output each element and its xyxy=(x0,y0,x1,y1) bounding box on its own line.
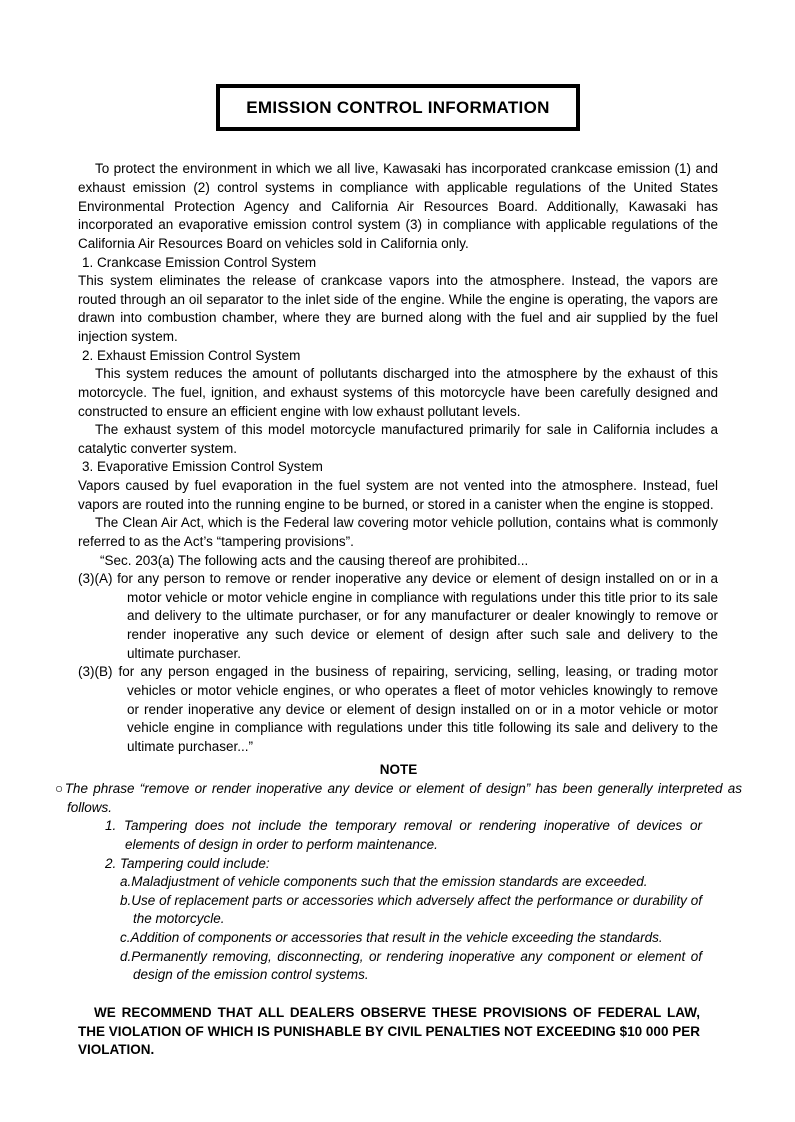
note-item-2-text: Tampering could include: xyxy=(120,855,270,871)
dealer-warning: WE RECOMMEND THAT ALL DEALERS OBSERVE THESE PROVISIONS OF FEDERAL LAW, THE VIOLATION OF WHICH IS PUNISHABLE BY CIVIL PENALTIES NOT EXCEEDING $10 000 PER VIOLATION. xyxy=(78,1004,700,1058)
clause-3a-label: (3)(A) xyxy=(78,571,113,587)
clause-3b-label: (3)(B) xyxy=(78,664,113,680)
circle-bullet-icon: ○ xyxy=(55,781,65,797)
title-box xyxy=(216,84,579,131)
section1-paragraph: This system eliminates the release of crankcase vapors into the atmosphere. Instead, the vapors are routed through an oil separator to the inlet side of the engine. While the engine is operating, the vapors are drawn into combustion chamber, where they are burned along with the fuel and air supplied by the fuel injection system. xyxy=(78,273,718,345)
note-heading: NOTE xyxy=(379,762,418,778)
clause-3a xyxy=(78,570,718,663)
note-item-1 xyxy=(105,817,702,854)
note-subitem-b xyxy=(120,892,702,929)
section2-paragraph-1: This system reduces the amount of pollutants discharged into the atmosphere by the exhaust of this motorcycle. The fuel, ignition, and exhaust systems of this motorcycle have been carefully designed and constructed to ensure an efficient engine with low exhaust pollutant levels. xyxy=(78,366,718,419)
note-subitem-d-text: Permanently removing, disconnecting, or rendering inoperative any component or element of design of the emission control systems. xyxy=(131,948,702,983)
note-section xyxy=(55,761,742,985)
note-subitem-b-label: b. xyxy=(120,892,132,908)
section2-heading: 2. Exhaust Emission Control System xyxy=(82,347,301,363)
note-subitem-d xyxy=(120,948,702,985)
clause-3a-text: for any person to remove or render inoperative any device or element of design installed on or in a motor vehicle or motor vehicle engine in compliance with regulations under this title prior to its sale and delivery to the ultimate purchaser, or for any manufacturer or dealer knowingly to remove or render inoperative any such device or element of design after such sale and delivery to the ultimate purchaser. xyxy=(117,571,718,661)
clean-air-act-paragraph: The Clean Air Act, which is the Federal law covering motor vehicle pollution, contains what is commonly referred to as the Act’s “tampering provisions”. xyxy=(78,515,718,549)
note-subitem-c xyxy=(120,929,702,948)
note-item-2-label: 2. xyxy=(105,855,117,871)
note-subitem-c-text: Addition of components or accessories that result in the vehicle exceeding the standards. xyxy=(130,930,663,946)
note-lead xyxy=(55,780,742,817)
clause-3b-text: for any person engaged in the business of repairing, servicing, selling, leasing, or trading motor vehicles or motor vehicle engines, or who operates a fleet of motor vehicles knowingly to remove or render inoperative any device or element of design installed on or in a motor vehicle or motor vehicle engine in compliance with regulations under this title following its sale and delivery to the ultimate purchaser...” xyxy=(118,664,718,754)
note-subitem-b-text: Use of replacement parts or accessories which adversely affect the performance or durability of the motorcycle. xyxy=(131,892,702,927)
section2-paragraph-2: The exhaust system of this model motorcycle manufactured primarily for sale in California includes a catalytic converter system. xyxy=(78,422,718,456)
intro-paragraph: To protect the environment in which we all live, Kawasaki has incorporated crankcase emission (1) and exhaust emission (2) control systems in compliance with applicable regulations of the United States Environmental Protection Agency and California Air Resources Board. Additionally, Kawasaki has incorporated an evaporative emission control system (3) in compliance with applicable regulations of the California Air Resources Board on vehicles sold in California only. xyxy=(78,161,718,251)
note-subitem-a-text: Maladjustment of vehicle components such that the emission standards are exceeded. xyxy=(131,874,648,890)
note-lead-text: The phrase “remove or render inoperative any device or element of design” has been generally interpreted as follows. xyxy=(64,781,742,815)
note-item-1-text: Tampering does not include the temporary removal or rendering inoperative of devices or elements of design in order to perform maintenance. xyxy=(123,818,702,852)
note-item-2 xyxy=(105,855,702,874)
section3-paragraph: Vapors caused by fuel evaporation in the fuel system are not vented into the atmosphere. Instead, fuel vapors are routed into the running engine to be burned, or stored in a canister when the engine is stopped. xyxy=(78,478,718,512)
note-subitem-d-label: d. xyxy=(120,948,132,964)
section1-heading: 1. Crankcase Emission Control System xyxy=(82,254,317,270)
note-subitem-c-label: c. xyxy=(120,930,131,946)
page-title: EMISSION CONTROL INFORMATION xyxy=(246,98,550,117)
sec-203a-paragraph: “Sec. 203(a) The following acts and the causing thereof are prohibited... xyxy=(100,552,529,568)
clause-3b xyxy=(78,663,718,756)
section3-heading: 3. Evaporative Emission Control System xyxy=(82,459,323,475)
note-item-1-label: 1. xyxy=(105,818,117,834)
note-subitem-a-label: a. xyxy=(120,874,132,890)
note-subitem-a xyxy=(120,873,702,892)
